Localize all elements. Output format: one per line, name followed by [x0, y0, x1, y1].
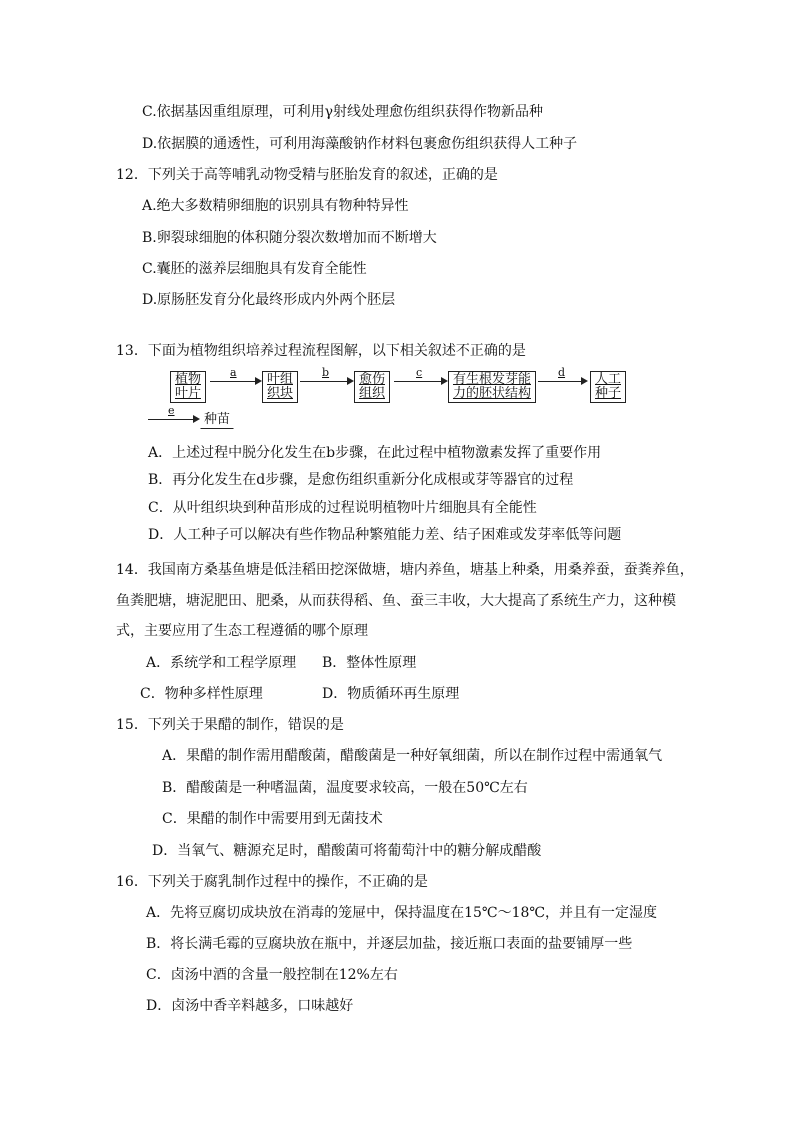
q12-option-b: B.卵裂球细胞的体积随分裂次数增加而不断增大	[142, 230, 437, 246]
arrow-d	[538, 366, 588, 388]
q14-stem-line2: 鱼粪肥塘，塘泥肥田、肥桑，从而获得稻、鱼、蚕三丰收，大大提高了系统生产力，这种模	[116, 593, 676, 609]
box-embryoid	[448, 371, 536, 403]
q15-stem: 15．下列关于果醋的制作，错误的是	[116, 717, 344, 733]
q12-option-c: C.囊胚的滋养层细胞具有发育全能性	[142, 261, 367, 277]
q14-stem-line3: 式，主要应用了生态工程遵循的哪个原理	[116, 623, 368, 639]
q16-option-c: C．卤汤中酒的含量一般控制在12%左右	[146, 967, 398, 983]
q13-option-a: A．上述过程中脱分化发生在b步骤，在此过程中植物激素发挥了重要作用	[148, 445, 602, 461]
arrow-c	[394, 366, 448, 388]
arrow-c-label: c	[416, 366, 423, 379]
box-callus-line1: 愈伤	[358, 372, 385, 387]
q13-option-b: B．再分化发生在d步骤，是愈伤组织重新分化成根或芽等器官的过程	[148, 472, 574, 488]
tissue-culture-flowchart	[148, 368, 668, 434]
arrow-a	[210, 366, 262, 388]
q13-option-d: D．人工种子可以解决有些作物品种繁殖能力差、结子困难或发芽率低等问题	[148, 527, 622, 543]
q16-option-b: B．将长满毛霉的豆腐块放在瓶中，并逐层加盐，接近瓶口表面的盐要铺厚一些	[146, 936, 633, 952]
arrow-b-label: b	[322, 366, 330, 379]
q16-option-a: A．先将豆腐切成块放在消毒的笼屉中，保持温度在15℃～18℃，并且有一定湿度	[146, 905, 658, 921]
q16-stem: 16．下列关于腐乳制作过程中的操作，不正确的是	[116, 874, 428, 890]
q12-option-d: D.原肠胚发育分化最终形成内外两个胚层	[142, 292, 396, 308]
box-plant-leaf	[170, 371, 206, 403]
box-seedling	[200, 411, 234, 429]
q11-option-d: D.依据膜的通透性，可利用海藻酸钠作材料包裹愈伤组织获得人工种子	[142, 136, 578, 152]
q15-option-c: C．果醋的制作中需要用到无菌技术	[162, 811, 383, 827]
q14-option-d: D．物质循环再生原理	[322, 686, 460, 702]
q15-option-b: B．醋酸菌是一种嗜温菌，温度要求较高，一般在50℃左右	[162, 780, 528, 796]
arrow-d-label: d	[558, 366, 566, 379]
box-seedling-label: 种苗	[203, 412, 230, 427]
box-artificial-seed	[590, 371, 626, 403]
box-leaf-tissue-line2: 织块	[266, 386, 293, 401]
box-callus-line2: 组织	[358, 386, 385, 401]
arrow-e	[148, 404, 200, 426]
box-artificial-seed-line1: 人工	[594, 372, 621, 387]
q14-option-b: B．整体性原理	[322, 655, 417, 671]
arrow-a-label: a	[230, 366, 237, 379]
q14-option-c: C．物种多样性原理	[140, 686, 263, 702]
q16-option-d: D．卤汤中香辛料越多，口味越好	[146, 998, 354, 1014]
box-embryoid-line1: 有生根发芽能	[452, 372, 531, 387]
q11-option-c: C.依据基因重组原理，可利用γ射线处理愈伤组织获得作物新品种	[142, 104, 544, 120]
q14-stem-line1: 14．我国南方桑基鱼塘是低洼稻田挖深做塘，塘内养鱼，塘基上种桑，用桑养蚕，蚕粪养鱼，	[116, 562, 694, 578]
q14-option-a: A．系统学和工程学原理	[146, 655, 297, 671]
q13-option-c: C．从叶组织块到种苗形成的过程说明植物叶片细胞具有全能性	[148, 500, 537, 516]
box-callus	[354, 371, 390, 403]
box-plant-leaf-line2: 叶片	[174, 386, 201, 401]
q15-option-a: A．果醋的制作需用醋酸菌，醋酸菌是一种好氧细菌，所以在制作过程中需通氧气	[162, 748, 663, 764]
q13-stem: 13．下面为植物组织培养过程流程图解，以下相关叙述不正确的是	[116, 343, 526, 359]
box-artificial-seed-line2: 种子	[594, 386, 621, 401]
q12-stem: 12．下列关于高等哺乳动物受精与胚胎发育的叙述，正确的是	[116, 167, 498, 183]
q12-option-a: A.绝大多数精卵细胞的识别具有物种特异性	[142, 198, 409, 214]
arrow-e-label: e	[168, 404, 175, 417]
box-embryoid-line2: 力的胚状结构	[452, 386, 531, 401]
box-plant-leaf-line1: 植物	[174, 372, 201, 387]
box-leaf-tissue-line1: 叶组	[266, 372, 293, 387]
q15-option-d: D．当氧气、糖源充足时，醋酸菌可将葡萄汁中的糖分解成醋酸	[152, 843, 542, 859]
arrow-b	[300, 366, 354, 388]
box-leaf-tissue	[262, 371, 298, 403]
